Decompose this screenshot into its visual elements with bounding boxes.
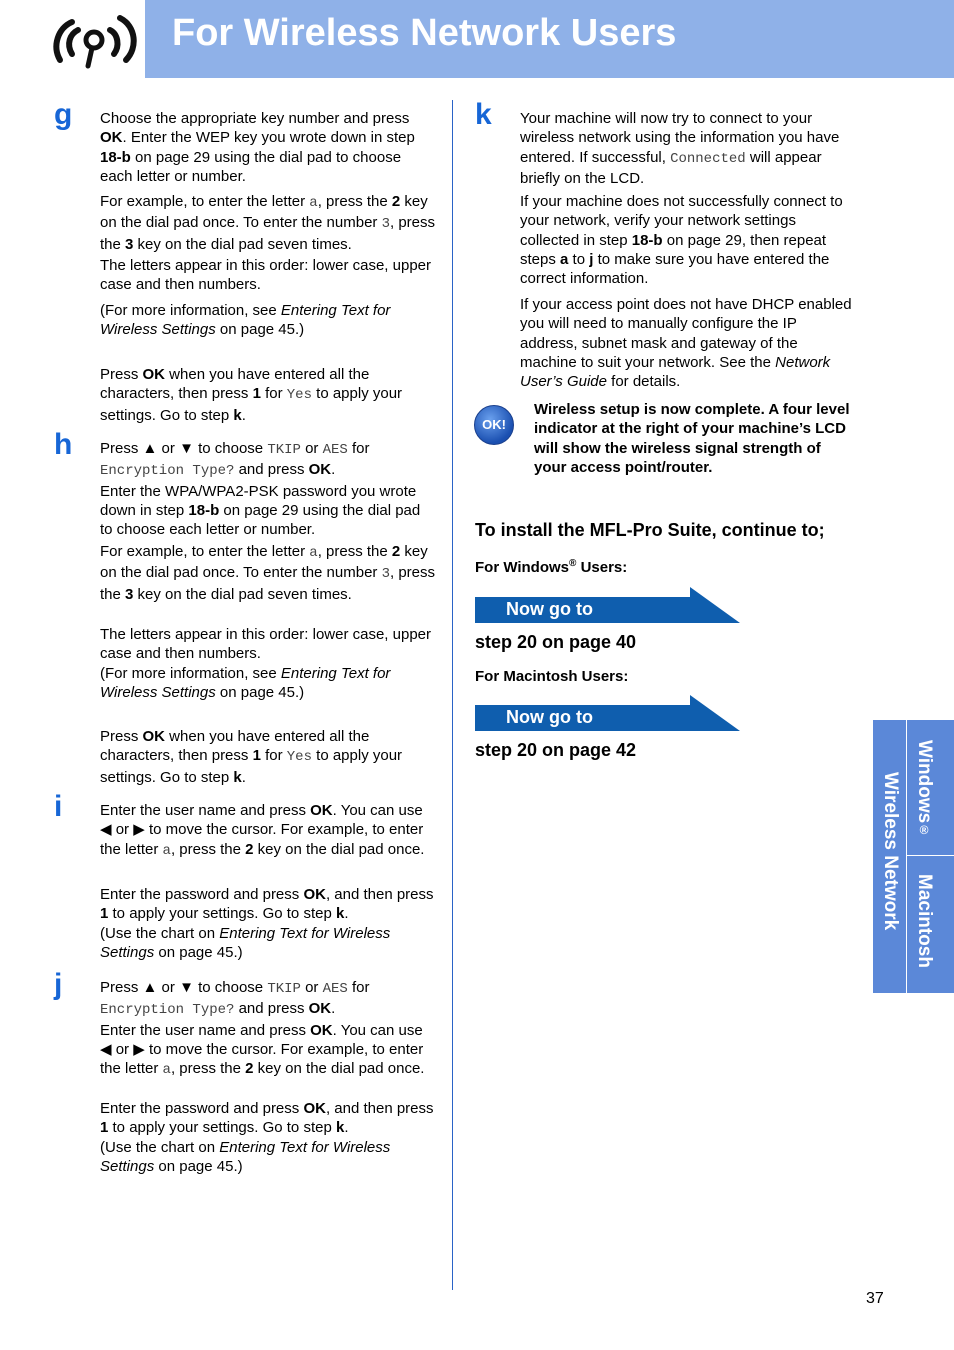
step-k-paragraph-3: If your access point does not have DHCP enabled you will need to manually configure the IP address, subnet mask and gateway of the machine to suit your network. See the Network User’s Guide for details. xyxy=(520,296,852,391)
page-number: 37 xyxy=(866,1290,884,1307)
step-i-paragraph-2: Enter the password and press OK, and then press 1 to apply your settings. Go to step k. (Use the chart on Entering Text for Wireless Settings on page 45.) xyxy=(100,886,434,961)
tab-wireless-network: Wireless Network xyxy=(880,772,901,931)
macintosh-step-link[interactable]: step 20 on page 42 xyxy=(475,740,637,760)
windows-users-label: For Windows® Users: xyxy=(475,558,628,576)
step-i-paragraph-1: Enter the user name and press OK. You can use ◀ or ▶ to move the cursor. For example, to enter the letter a, press the 2 key on the dial pad once. xyxy=(100,802,425,859)
step-letter-i: i xyxy=(54,790,63,823)
step-k-paragraph-1: Your machine will now try to connect to your wireless network using the information you have entered. If successful, Connected will appear briefly on the LCD. xyxy=(520,110,840,187)
page-title: For Wireless Network Users xyxy=(172,12,677,54)
up-arrow-icon: ▲ xyxy=(142,440,158,457)
windows-step-link[interactable]: step 20 on page 40 xyxy=(475,632,637,652)
side-index-tab[interactable] xyxy=(873,720,954,993)
step-g-paragraph-1: Choose the appropriate key number and press OK. Enter the WEP key you wrote down in step 18-b on page 29 using the dial pad to choose each letter or number. xyxy=(100,110,415,185)
step-letter-h: h xyxy=(54,428,73,461)
step-letter-k: k xyxy=(475,98,492,131)
now-go-to-label: Now go to xyxy=(506,599,593,619)
tab-divider xyxy=(906,720,907,993)
install-heading: To install the MFL-Pro Suite, continue to; xyxy=(475,520,825,540)
step-g-paragraph-4: (For more information, see Entering Text for Wireless Settings on page 45.) xyxy=(100,302,391,339)
step-j-paragraph-2: Enter the password and press OK, and then press 1 to apply your settings. Go to step k. (Use the chart on Entering Text for Wireless Settings on page 45.) xyxy=(100,1100,434,1175)
step-g-paragraph-3: The letters appear in this order: lower case, upper case and then numbers. xyxy=(100,257,432,294)
step-letter-g: g xyxy=(54,98,73,131)
completion-note: Wireless setup is now complete. A four level indicator at the right of your machine’s LCD will show the wireless signal strength of your access point/router. xyxy=(534,401,850,476)
step-h-paragraph-2: For example, to enter the letter a, press the 2 key on the dial pad once. To enter the number 3, press the 3 key on the dial pad seven times. xyxy=(100,543,436,603)
up-arrow-icon: ▲ xyxy=(142,979,158,996)
right-arrow-icon: ▶ xyxy=(133,821,145,839)
down-arrow-icon: ▼ xyxy=(179,979,194,996)
column-divider xyxy=(452,100,453,1290)
right-arrow-icon: ▶ xyxy=(133,1040,145,1058)
tab-divider xyxy=(907,855,954,856)
tab-macintosh[interactable]: Macintosh xyxy=(914,874,935,968)
step-h-paragraph-1: Press ▲ or ▼ to choose TKIP or AES for Encryption Type? and press OK. Enter the WPA/WPA2-PSK password you wrote down in step 18-b on page 29 using the dial pad to choose each letter or number. xyxy=(100,440,421,539)
step-j-paragraph-1: Press ▲ or ▼ to choose TKIP or AES for Encryption Type? and press OK. Enter the user name and press OK. You can use ◀ or ▶ to move the cursor. For example, to enter the letter a, press the 2 key on the dial pad once. xyxy=(100,979,425,1079)
step-g-paragraph-5: Press OK when you have entered all the characters, then press 1 for Yes to apply your settings. Go to step k. xyxy=(100,366,403,424)
now-go-to-banner-windows xyxy=(475,587,740,623)
left-arrow-icon: ◀ xyxy=(100,821,112,839)
ok-check-icon: OK! xyxy=(474,405,514,445)
step-k-paragraph-2: If your machine does not successfully connect to your network, verify your network settings collected in step 18-b on page 29, then repeat steps a to j to make sure you have entered the correct information. xyxy=(520,193,843,288)
down-arrow-icon: ▼ xyxy=(179,440,194,457)
step-h-paragraph-3: The letters appear in this order: lower case, upper case and then numbers. (For more information, see Entering Text for Wireless Settings on page 45.) xyxy=(100,626,432,701)
left-arrow-icon: ◀ xyxy=(100,1040,112,1058)
step-letter-j: j xyxy=(54,968,63,1001)
now-go-to-banner-macintosh xyxy=(475,695,740,731)
macintosh-users-label: For Macintosh Users: xyxy=(475,668,629,685)
tab-windows[interactable]: Windows® xyxy=(914,740,935,838)
now-go-to-label: Now go to xyxy=(506,707,593,727)
step-g-paragraph-2: For example, to enter the letter a, press the 2 key on the dial pad once. To enter the number 3, press the 3 key on the dial pad seven times. xyxy=(100,193,436,253)
step-h-paragraph-4: Press OK when you have entered all the characters, then press 1 for Yes to apply your settings. Go to step k. xyxy=(100,728,403,786)
wireless-icon xyxy=(50,10,140,70)
